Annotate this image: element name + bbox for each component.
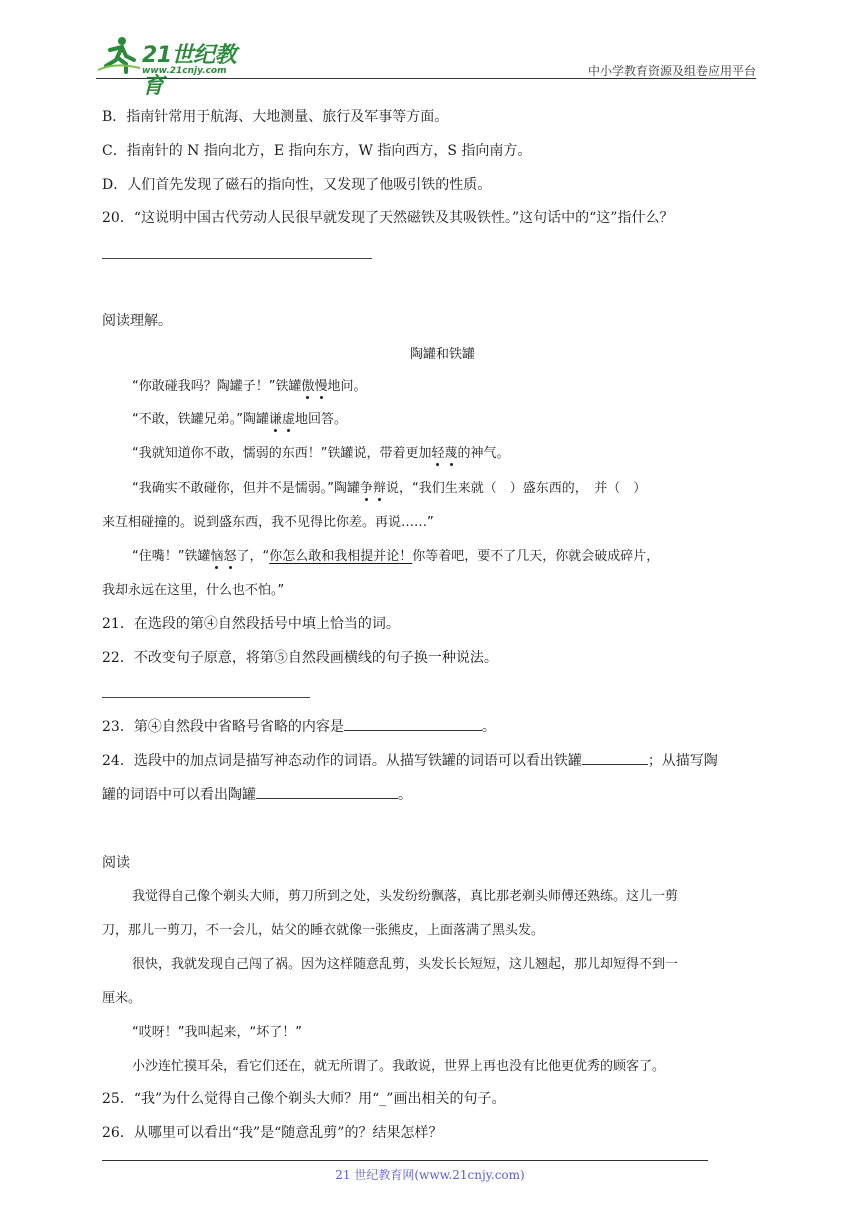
story-paragraph-3: “我就知道你不敢，懦弱的东西！”铁罐说，带着更加轻蔑的神气。 xyxy=(132,446,510,461)
story-paragraph-4: “我确实不敢碰你，但并不是懦弱。”陶罐争辩说，“我们生来就（ ）盛东西的， 并（ ） xyxy=(132,481,647,496)
dotted-word: 怒 xyxy=(223,549,237,564)
question-22: 22．不改变句子原意，将第⑤自然段画横线的句子换一种说法。 xyxy=(102,650,498,666)
fill-blank-24b[interactable] xyxy=(256,785,398,799)
question-20: 20．“这说明中国古代劳动人民很早就发现了天然磁铁及其吸铁性。”这句话中的“这”指什么？ xyxy=(102,210,674,226)
option-c: C．指南针的 N 指向北方，E 指向东方，W 指向西方，S 指向南方。 xyxy=(102,143,532,159)
reading-label: 阅读 xyxy=(102,855,130,871)
dotted-word: 争 xyxy=(359,481,373,496)
reading-comprehension-label: 阅读理解。 xyxy=(102,313,172,329)
story-paragraph-5-cont: 我却永远在这里，什么也不怕。” xyxy=(102,583,285,598)
fill-blank-23[interactable] xyxy=(344,717,482,731)
page-footer[interactable]: 21 世纪教育网(www.21cnjy.com) xyxy=(335,1168,525,1182)
footer-divider xyxy=(102,1160,708,1161)
story-title: 陶罐和铁罐 xyxy=(410,347,476,362)
passage-paragraph-2: 很快，我就发现自己闯了祸。因为这样随意乱剪，头发长长短短，这儿翘起，那儿却短得不到一 xyxy=(132,957,679,972)
question-21: 21．在选段的第④自然段括号中填上恰当的词。 xyxy=(102,616,400,632)
dotted-word: 傲 xyxy=(301,379,315,394)
running-figure-icon xyxy=(96,34,142,74)
logo-url: www.21cnjy.com xyxy=(142,66,227,76)
question-23: 23．第④自然段中省略号省略的内容是 。 xyxy=(102,719,496,735)
passage-paragraph-3: “哎呀！”我叫起来，“坏了！” xyxy=(132,1025,302,1040)
dotted-word: 慢 xyxy=(314,379,328,394)
story-paragraph-2: “不敢，铁罐兄弟。”陶罐谦虚地回答。 xyxy=(132,412,348,427)
story-paragraph-4-cont: 来互相碰撞的。说到盛东西，我不见得比你差。再说……” xyxy=(102,515,434,530)
header-tagline: 中小学教育资源及组卷应用平台 xyxy=(587,64,756,78)
option-d: D．人们首先发现了磁石的指向性，又发现了他吸引铁的性质。 xyxy=(102,177,492,193)
dotted-word: 蔑 xyxy=(444,446,458,461)
fill-blank-24a[interactable] xyxy=(582,751,648,765)
option-b: B．指南针常用于航海、大地测量、旅行及军事等方面。 xyxy=(102,109,449,125)
question-25: 25．“我”为什么觉得自己像个剃头大师？用“_”画出相关的句子。 xyxy=(102,1091,506,1107)
question-24-cont: 罐的词语中可以看出陶罐 。 xyxy=(102,787,412,803)
passage-paragraph-1-cont: 刀，那儿一剪刀，不一会儿，姑父的睡衣就像一张熊皮，上面落满了黑头发。 xyxy=(102,923,545,938)
dotted-word: 谦 xyxy=(268,412,282,427)
answer-line-22[interactable] xyxy=(102,697,310,698)
question-26: 26．从哪里可以看出“我”是“随意乱剪”的？结果怎样？ xyxy=(102,1125,443,1141)
story-paragraph-1: “你敢碰我吗？陶罐子！”铁罐傲慢地问。 xyxy=(132,379,367,394)
page-header xyxy=(96,30,756,99)
question-24: 24．选段中的加点词是描写神态动作的词语。从描写铁罐的词语可以看出铁罐 ；从描写陶 xyxy=(102,753,718,769)
passage-paragraph-1: 我觉得自己像个剃头大师，剪刀所到之处，头发纷纷飘落，真比那老剃头师傅还熟练。这儿一剪 xyxy=(132,889,679,904)
site-logo[interactable] xyxy=(96,34,256,99)
underlined-sentence: 你怎么敢和我相提并论！ xyxy=(269,549,413,564)
dotted-word: 恼 xyxy=(210,549,224,564)
dotted-word: 轻 xyxy=(431,446,445,461)
passage-paragraph-2-cont: 厘米。 xyxy=(102,991,142,1006)
story-paragraph-5: “住嘴！”铁罐恼怒了，“你怎么敢和我相提并论！你等着吧，要不了几天，你就会破成碎片， xyxy=(132,549,660,564)
dotted-word: 辩 xyxy=(373,481,387,496)
passage-paragraph-4: 小沙连忙摸耳朵，看它们还在，就无所谓了。我敢说，世界上再也没有比他更优秀的顾客了。 xyxy=(132,1059,666,1074)
logo-text: 21世纪教育 xyxy=(142,43,237,99)
dotted-word: 虚 xyxy=(282,412,296,427)
answer-line-20[interactable] xyxy=(102,258,372,259)
